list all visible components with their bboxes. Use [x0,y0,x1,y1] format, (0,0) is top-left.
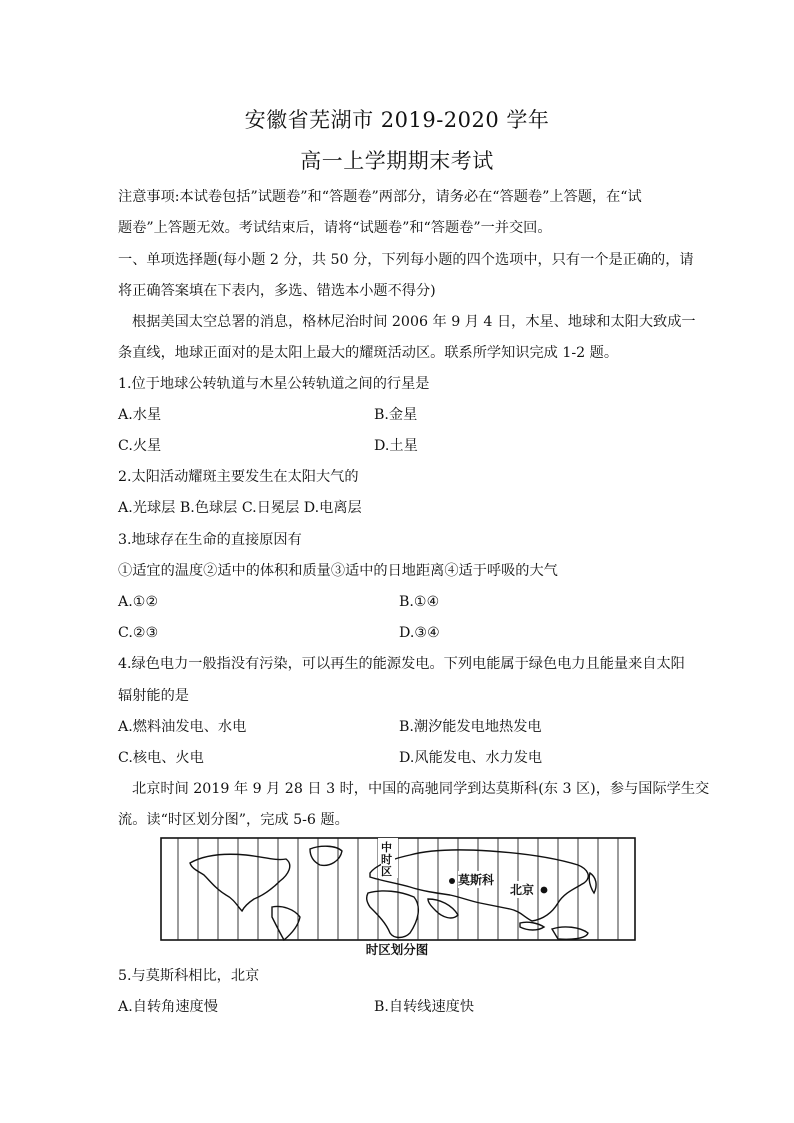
question2-options: A.光球层 B.色球层 C.日冕层 D.电离层 [118,500,362,516]
passage1-line2: 条直线，地球正面对的是太阳上最大的耀斑活动区。联系所学知识完成 1-2 题。 [118,345,619,361]
map-label-beijing: 北京 [510,883,535,897]
notice-line2: 题卷”上答题无效。考试结束后，请将“试题卷”和“答题卷”一并交回。 [118,220,552,236]
question5-stem: 5.与莫斯科相比，北京 [118,968,260,984]
passage1-line1: 根据美国太空总署的消息，格林尼治时间 2006 年 9 月 4 日，木星、地球和太阳大致成一 [132,314,696,330]
beijing-dot [541,887,548,894]
passage2-line2: 流。读“时区划分图”，完成 5-6 题。 [118,812,349,828]
time-zone-map [160,837,636,941]
section1-line1: 一、单项选择题(每小题 2 分，共 50 分，下列每小题的四个选项中，只有一个是正确的，请 [118,252,694,268]
question1-option-d: D.土星 [374,438,418,454]
map-label-central-zone: 中时区 [381,842,395,878]
moscow-dot [449,878,455,884]
question3-stem: 3.地球存在生命的直接原因有 [118,532,302,548]
question3-option-a: A.①② [118,594,159,610]
notice-line1: 注意事项:本试卷包括”试题卷”和“答题卷”两部分，请务必在“答题卷”上答题，在“试 [118,189,642,205]
question5-option-a: A.自转角速度慢 [118,999,218,1015]
question3-items: ①适宜的温度②适中的体积和质量③适中的日地距离④适于呼吸的大气 [118,563,558,579]
question1-stem: 1.位于地球公转轨道与木星公转轨道之间的行星是 [118,376,430,392]
passage2-line1: 北京时间 2019 年 9 月 28 日 3 时，中国的高驰同学到达莫斯科(东 3 区)，参与国际学生交 [132,781,710,797]
question4-option-d: D.风能发电、水力发电 [399,750,543,766]
question1-option-a: A.水星 [118,407,162,423]
question1-option-c: C.火星 [118,438,162,454]
map-label-moscow: 莫斯科 [458,873,495,887]
question4-stem-line2: 辐射能的是 [118,688,189,704]
question4-option-b: B.潮汐能发电地热发电 [399,719,542,735]
question4-option-c: C.核电、火电 [118,750,204,766]
exam-title-line1: 安徽省芜湖市 2019-2020 学年 [244,108,550,132]
exam-title-line2: 高一上学期期末考试 [300,149,494,173]
question5-option-b: B.自转线速度快 [374,999,475,1015]
question3-option-c: C.②③ [118,625,159,641]
question1-option-b: B.金星 [374,407,418,423]
question2-stem: 2.太阳活动耀斑主要发生在太阳大气的 [118,469,359,485]
section1-line2: 将正确答案填在下表内，多选、错选本小题不得分) [118,283,436,299]
map-caption: 时区划分图 [365,942,429,957]
question3-option-b: B.①④ [399,594,440,610]
question4-stem-line1: 4.绿色电力一般指没有污染，可以再生的能源发电。下列电能属于绿色电力且能量来自太阳 [118,656,685,672]
question4-option-a: A.燃料油发电、水电 [118,719,247,735]
question3-option-d: D.③④ [399,625,440,641]
